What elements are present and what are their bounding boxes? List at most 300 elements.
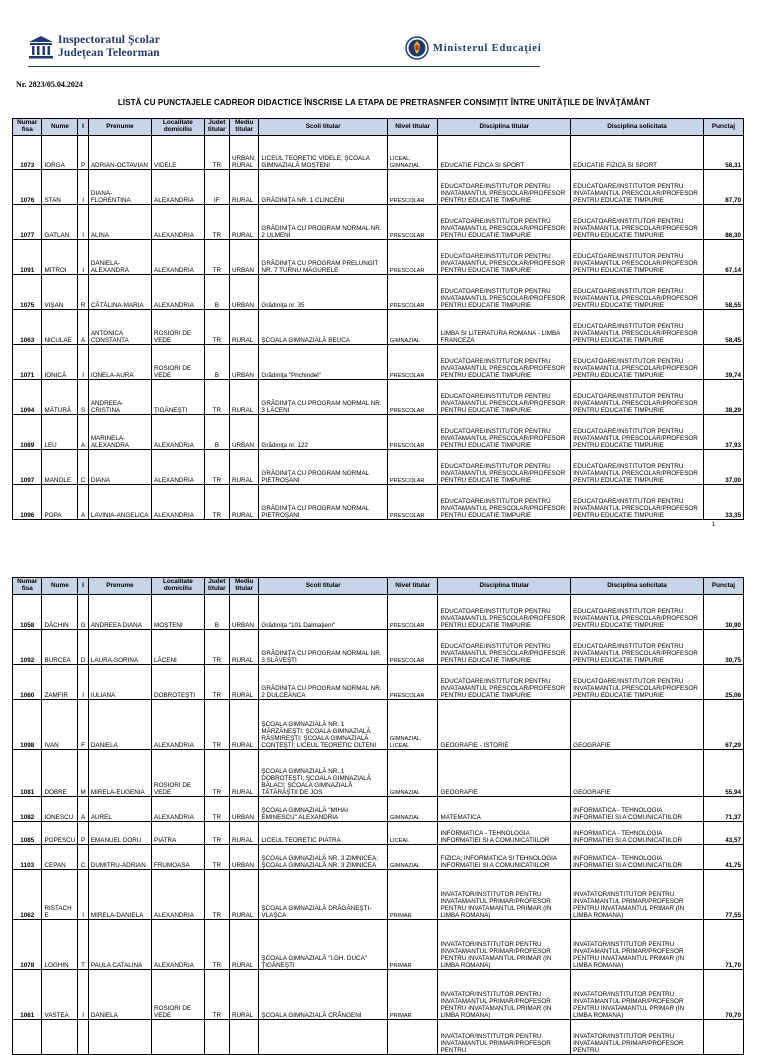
cell-punctaj: 70,70 bbox=[703, 970, 743, 1020]
cell-nivel: PRESCOLAR bbox=[387, 630, 438, 665]
cell-numar-fisa: 1092 bbox=[13, 630, 42, 665]
cell-disciplina-solicitata: INVATATOR/INSTITUTOR PENTRU INVATAMANTUL PRIMAR/PROFESOR PENTRU bbox=[571, 1020, 704, 1055]
col-disciplina-titular-header: Disciplina titular bbox=[438, 119, 571, 136]
cell-mediu bbox=[229, 1020, 258, 1055]
col-judet-header: Judet titular bbox=[204, 119, 229, 136]
cell-judet: TR bbox=[204, 665, 229, 700]
table-row bbox=[13, 1020, 744, 1055]
cell-localitate: ALEXANDRIA bbox=[152, 870, 205, 920]
table-row bbox=[13, 970, 744, 1020]
cell-disciplina-solicitata: EDUCATOARE/INSTITUTOR PENTRU INVATAMANTUL PRESCOLAR/PROFESOR PENTRU EDUCATIE TIMPURIE bbox=[571, 310, 704, 345]
cell-disciplina-solicitata: EDUCATOARE/INSTITUTOR PENTRU INVATAMANTUL PRESCOLAR/PROFESOR PENTRU EDUCATIE TIMPURIE bbox=[571, 240, 704, 275]
cell-disciplina-titular: GEOGRAFIE - ISTORIE bbox=[438, 700, 571, 750]
cell-nivel: PRESCOLAR bbox=[387, 275, 438, 310]
isj-name-line1: Inspectoratul Şcolar bbox=[58, 34, 160, 46]
cell-mediu: URBAN bbox=[229, 240, 258, 275]
cell-nivel: PRESCOLAR bbox=[387, 415, 438, 450]
cell-disciplina-solicitata: INVATATOR/INSTITUTOR PENTRU INVATAMANTUL PRIMAR/PROFESOR PENTRU INVATAMANTUL PRIMAR (IN LIMBA ROMANA) bbox=[571, 920, 704, 970]
cell-mediu: RURAL bbox=[229, 170, 258, 205]
table-row bbox=[13, 136, 744, 170]
cell-judet: TR bbox=[204, 845, 229, 870]
cell-numar-fisa: 1061 bbox=[13, 970, 42, 1020]
cell-localitate: ALEXANDRIA bbox=[152, 485, 205, 520]
cell-disciplina-titular: GEOGRAFIE bbox=[438, 750, 571, 797]
cell-prenume: DIANA-FLORENTINA bbox=[88, 170, 151, 205]
col-mediu-header: Mediu titular bbox=[229, 119, 258, 136]
cell-nume: IONICĂ bbox=[42, 345, 78, 380]
col-disciplina-titular-header: Disciplina titular bbox=[438, 578, 571, 595]
cell-punctaj: 71,70 bbox=[703, 920, 743, 970]
cell-initiala: C bbox=[78, 450, 89, 485]
table-header-row bbox=[13, 578, 744, 595]
table-row bbox=[13, 240, 744, 275]
col-numar-fisa-header: Numar fisa bbox=[13, 119, 42, 136]
col-mediu-header: Mediu titular bbox=[229, 578, 258, 595]
col-punctaj-header: Punctaj bbox=[703, 119, 743, 136]
cell-nume: POPESCU bbox=[42, 822, 78, 845]
cell-prenume: ANTONICA CONSTANTA bbox=[88, 310, 151, 345]
table-row bbox=[13, 485, 744, 520]
cell-mediu: URBAN bbox=[229, 275, 258, 310]
cell-localitate: ALEXANDRIA bbox=[152, 450, 205, 485]
cell-nivel: PRESCOLAR bbox=[387, 665, 438, 700]
cell-numar-fisa: 1103 bbox=[13, 845, 42, 870]
cell-initiala: I bbox=[78, 170, 89, 205]
cell-disciplina-titular: EDUCATOARE/INSTITUTOR PENTRU INVATAMANTUL PRESCOLAR/PROFESOR PENTRU EDUCATIE TIMPURIE bbox=[438, 630, 571, 665]
cell-nume: IORGA bbox=[42, 136, 78, 170]
cell-judet: TR bbox=[204, 380, 229, 415]
cell-mediu: RURAL bbox=[229, 450, 258, 485]
cell-mediu: RURAL bbox=[229, 485, 258, 520]
cell-nume: DĂCHIN bbox=[42, 595, 78, 630]
cell-numar-fisa: 1094 bbox=[13, 380, 42, 415]
cell-scoli: Grădiniţa nr. 35 bbox=[259, 275, 388, 310]
table-row bbox=[13, 822, 744, 845]
cell-initiala: I bbox=[78, 345, 89, 380]
cell-nume: CEPAN bbox=[42, 845, 78, 870]
cell-nume: RISTACHE bbox=[42, 870, 78, 920]
cell-disciplina-solicitata: EDUCATOARE/INSTITUTOR PENTRU INVATAMANTUL PRESCOLAR/PROFESOR PENTRU EDUCATIE TIMPURIE bbox=[571, 595, 704, 630]
cell-prenume: DANIELA-ALEXANDRA bbox=[88, 240, 151, 275]
cell-disciplina-titular: INVATATOR/INSTITUTOR PENTRU INVATAMANTUL PRIMAR/PROFESOR PENTRU bbox=[438, 1020, 571, 1055]
cell-scoli: LICEUL TEORETIC VIDELE; ŞCOALA GIMNAZIALĂ MOŞTENI bbox=[259, 136, 388, 170]
cell-disciplina-solicitata: EDUCATOARE/INSTITUTOR PENTRU INVATAMANTUL PRESCOLAR/PROFESOR PENTRU EDUCATIE TIMPURIE bbox=[571, 485, 704, 520]
cell-initiala: I bbox=[78, 240, 89, 275]
cell-nivel: PRIMAR bbox=[387, 920, 438, 970]
cell-numar-fisa: 1078 bbox=[13, 920, 42, 970]
col-nume-header: Nume bbox=[42, 578, 78, 595]
cell-prenume: DANIELA bbox=[88, 970, 151, 1020]
cell-prenume: IULIANA bbox=[88, 665, 151, 700]
cell-punctaj: 37,00 bbox=[703, 450, 743, 485]
cell-numar-fisa: 1060 bbox=[13, 665, 42, 700]
col-initiala-header: I bbox=[78, 119, 89, 136]
cell-prenume: ALINA bbox=[88, 205, 151, 240]
col-numar-fisa-header: Numar fisa bbox=[13, 578, 42, 595]
cell-localitate: ROSIORI DE VEDE bbox=[152, 970, 205, 1020]
cell-scoli: ŞCOALA GIMNAZIALĂ CRÂNGENI bbox=[259, 970, 388, 1020]
cell-prenume: MARINELA-ALEXANDRA bbox=[88, 415, 151, 450]
cell-nivel: PRIMAR bbox=[387, 870, 438, 920]
table-row bbox=[13, 750, 744, 797]
cell-initiala: I bbox=[78, 665, 89, 700]
cell-judet: TR bbox=[204, 310, 229, 345]
cell-disciplina-titular: EDUCATOARE/INSTITUTOR PENTRU INVATAMANTUL PRESCOLAR/PROFESOR PENTRU EDUCATIE TIMPURIE bbox=[438, 205, 571, 240]
cell-nivel: LICEAL; GIMNAZIAL bbox=[387, 136, 438, 170]
cell-mediu: RURAL bbox=[229, 630, 258, 665]
cell-judet: B bbox=[204, 415, 229, 450]
cell-scoli: ŞCOALA GIMNAZIALĂ NR. 3 ZIMNICEA; ŞCOALA GIMNAZIALĂ NR. 3 ZIMNICEA bbox=[259, 845, 388, 870]
col-prenume-header: Prenume bbox=[88, 119, 151, 136]
cell-numar-fisa: 1089 bbox=[13, 415, 42, 450]
cell-localitate bbox=[152, 1020, 205, 1055]
cell-judet: TR bbox=[204, 700, 229, 750]
cell-scoli: GRĂDINIŢA CU PROGRAM NORMAL NR. 2 ULMENI bbox=[259, 205, 388, 240]
cell-disciplina-titular: EDUCATOARE/INSTITUTOR PENTRU INVATAMANTUL PRESCOLAR/PROFESOR PENTRU EDUCATIE TIMPURIE bbox=[438, 380, 571, 415]
cell-prenume: LAURA-SORINA bbox=[88, 630, 151, 665]
cell-disciplina-solicitata: GEOGRAFIE bbox=[571, 750, 704, 797]
cell-punctaj: 71,37 bbox=[703, 797, 743, 822]
cell-punctaj: 67,14 bbox=[703, 240, 743, 275]
coat-of-arms-icon bbox=[405, 36, 429, 60]
cell-numar-fisa: 1077 bbox=[13, 205, 42, 240]
cell-punctaj: 87,70 bbox=[703, 170, 743, 205]
cell-nume: NICULAE bbox=[42, 310, 78, 345]
col-disciplina-solicitata-header: Disciplina solicitata bbox=[571, 578, 704, 595]
cell-prenume: ADRIAN-OCTAVIAN bbox=[88, 136, 151, 170]
cell-disciplina-solicitata: INVATATOR/INSTITUTOR PENTRU INVATAMANTUL PRIMAR/PROFESOR PENTRU INVATAMANTUL PRIMAR (IN LIMBA ROMANA) bbox=[571, 870, 704, 920]
cell-localitate: ALEXANDRIA bbox=[152, 275, 205, 310]
cell-nume: VIŞAN bbox=[42, 275, 78, 310]
table-row bbox=[13, 665, 744, 700]
cell-punctaj: 67,29 bbox=[703, 700, 743, 750]
cell-numar-fisa: 1062 bbox=[13, 870, 42, 920]
cell-judet: TR bbox=[204, 870, 229, 920]
cell-disciplina-titular: EDUCATOARE/INSTITUTOR PENTRU INVATAMANTUL PRESCOLAR/PROFESOR PENTRU EDUCATIE TIMPURIE bbox=[438, 450, 571, 485]
cell-nivel: PRESCOLAR bbox=[387, 240, 438, 275]
table-row bbox=[13, 845, 744, 870]
cell-scoli: GRĂDINIŢA CU PROGRAM NORMAL NR. 3 LĂCENI bbox=[259, 380, 388, 415]
cell-initiala: I bbox=[78, 205, 89, 240]
cell-scoli bbox=[259, 1020, 388, 1055]
cell-mediu: URBAN bbox=[229, 595, 258, 630]
cell-punctaj: 86,30 bbox=[703, 205, 743, 240]
cell-prenume: AUREL bbox=[88, 797, 151, 822]
cell-nivel bbox=[387, 1020, 438, 1055]
cell-numar-fisa: 1075 bbox=[13, 275, 42, 310]
table-row bbox=[13, 450, 744, 485]
ministry-logo bbox=[405, 36, 541, 60]
cell-disciplina-titular: INVATATOR/INSTITUTOR PENTRU INVATAMANTUL PRIMAR/PROFESOR PENTRU INVATAMANTUL PRIMAR (IN LIMBA ROMANA) bbox=[438, 970, 571, 1020]
cell-numar-fisa: 1098 bbox=[13, 700, 42, 750]
cell-localitate: ALEXANDRIA bbox=[152, 415, 205, 450]
cell-numar-fisa: 1071 bbox=[13, 345, 42, 380]
cell-punctaj: 58,55 bbox=[703, 275, 743, 310]
table-row bbox=[13, 920, 744, 970]
cell-localitate: ROSIORI DE VEDE bbox=[152, 750, 205, 797]
cell-localitate: ROSIORI DE VEDE bbox=[152, 310, 205, 345]
cell-prenume: PAULA CATALINA bbox=[88, 920, 151, 970]
cell-localitate: VIDELE bbox=[152, 136, 205, 170]
table-row bbox=[13, 630, 744, 665]
cell-prenume: EMANUEL DORU bbox=[88, 822, 151, 845]
cell-judet: TR bbox=[204, 205, 229, 240]
cell-localitate: LĂCENI bbox=[152, 630, 205, 665]
cell-disciplina-solicitata: EDUCATOARE/INSTITUTOR PENTRU INVATAMANTUL PRESCOLAR/PROFESOR PENTRU EDUCATIE TIMPURIE bbox=[571, 450, 704, 485]
cell-nume: ZAMFIR bbox=[42, 665, 78, 700]
cell-mediu: URBAN bbox=[229, 845, 258, 870]
cell-punctaj: 55,94 bbox=[703, 750, 743, 797]
cell-disciplina-solicitata: INFORMATICA - TEHNOLOGIA INFORMATIEI SI A COMUNICATIILOR bbox=[571, 797, 704, 822]
cell-disciplina-titular: FIZICA; INFORMATICA SI TEHNOLOGIA INFORMATIEI SI A COMUNICATIILOR bbox=[438, 845, 571, 870]
document-header bbox=[0, 0, 768, 72]
cell-punctaj: 58,45 bbox=[703, 310, 743, 345]
cell-scoli: LICEUL TEORETIC PIATRA bbox=[259, 822, 388, 845]
cell-nivel: GIMNAZIAL bbox=[387, 797, 438, 822]
cell-numar-fisa: 1082 bbox=[13, 797, 42, 822]
table-row bbox=[13, 170, 744, 205]
cell-prenume: MIRELA-EUGENIA bbox=[88, 750, 151, 797]
cell-judet: TR bbox=[204, 920, 229, 970]
table-row bbox=[13, 595, 744, 630]
cell-localitate: ALEXANDRIA bbox=[152, 797, 205, 822]
cell-punctaj: 43,57 bbox=[703, 822, 743, 845]
cell-numar-fisa: 1063 bbox=[13, 310, 42, 345]
col-punctaj-header: Punctaj bbox=[703, 578, 743, 595]
cell-nume: DOBRE bbox=[42, 750, 78, 797]
cell-punctaj: 39,74 bbox=[703, 345, 743, 380]
cell-localitate: ALEXANDRIA bbox=[152, 700, 205, 750]
cell-judet: TR bbox=[204, 485, 229, 520]
cell-disciplina-titular: MATEMATICA bbox=[438, 797, 571, 822]
cell-numar-fisa bbox=[13, 1020, 42, 1055]
cell-initiala: D bbox=[78, 630, 89, 665]
col-prenume-header: Prenume bbox=[88, 578, 151, 595]
cell-initiala: S bbox=[78, 380, 89, 415]
col-nivel-header: Nivel titular bbox=[387, 578, 438, 595]
cell-scoli: GRĂDINIŢA NR. 1 CLINCENI bbox=[259, 170, 388, 205]
cell-localitate: MOŞTENI bbox=[152, 595, 205, 630]
cell-nivel: PRESCOLAR bbox=[387, 380, 438, 415]
cell-scoli: ŞCOALA GIMNAZIALĂ "MIHAI EMINESCU" ALEXANDRIA bbox=[259, 797, 388, 822]
cell-prenume: MIRELA-DANIELA bbox=[88, 870, 151, 920]
cell-mediu: RURAL bbox=[229, 870, 258, 920]
cell-numar-fisa: 1091 bbox=[13, 240, 42, 275]
cell-nume: GATLAN bbox=[42, 205, 78, 240]
cell-prenume: ANDREEA-CRISTINA bbox=[88, 380, 151, 415]
ministry-name: Ministerul Educaţiei bbox=[433, 42, 542, 54]
cell-scoli: ŞCOALA GIMNAZIALĂ NR. 1 MĂRZĂNEŞTI; ŞCOALA GIMNAZIALĂ RĂSMIREŞTI; ŞCOALA GIMNAZIALĂ CONŢEŞTI; LICEUL TEORETIC OLTENI bbox=[259, 700, 388, 750]
cell-prenume: DANIELA bbox=[88, 700, 151, 750]
header-divider bbox=[28, 66, 540, 67]
cell-disciplina-titular: EDUCATOARE/INSTITUTOR PENTRU INVATAMANTUL PRESCOLAR/PROFESOR PENTRU EDUCATIE TIMPURIE bbox=[438, 665, 571, 700]
cell-mediu: RURAL bbox=[229, 205, 258, 240]
cell-initiala: G bbox=[78, 595, 89, 630]
cell-localitate: ALEXANDRIA bbox=[152, 920, 205, 970]
cell-disciplina-titular: INVATATOR/INSTITUTOR PENTRU INVATAMANTUL PRIMAR/PROFESOR PENTRU INVATAMANTUL PRIMAR (IN LIMBA ROMANA) bbox=[438, 920, 571, 970]
cell-judet: TR bbox=[204, 450, 229, 485]
cell-nume: VASTEA bbox=[42, 970, 78, 1020]
cell-judet: IF bbox=[204, 170, 229, 205]
cell-prenume: DUMITRU-ADRIAN bbox=[88, 845, 151, 870]
col-initiala-header: I bbox=[78, 578, 89, 595]
cell-disciplina-solicitata: EDUCATOARE/INSTITUTOR PENTRU INVATAMANTUL PRESCOLAR/PROFESOR PENTRU EDUCATIE TIMPURIE bbox=[571, 170, 704, 205]
cell-initiala bbox=[78, 1020, 89, 1055]
scores-table-page2 bbox=[12, 577, 744, 1055]
cell-scoli: Grădiniţa "101 Dalmaţieni" bbox=[259, 595, 388, 630]
cell-nume: MANOLE bbox=[42, 450, 78, 485]
cell-disciplina-titular: EDUCATOARE/INSTITUTOR PENTRU INVATAMANTUL PRESCOLAR/PROFESOR PENTRU EDUCATIE TIMPURIE bbox=[438, 415, 571, 450]
cell-mediu: RURAL bbox=[229, 310, 258, 345]
cell-disciplina-titular: EDUCATOARE/INSTITUTOR PENTRU INVATAMANTUL PRESCOLAR/PROFESOR PENTRU EDUCATIE TIMPURIE bbox=[438, 275, 571, 310]
cell-initiala: P bbox=[78, 822, 89, 845]
cell-numar-fisa: 1076 bbox=[13, 170, 42, 205]
cell-initiala: A bbox=[78, 415, 89, 450]
table-row bbox=[13, 310, 744, 345]
cell-mediu: RURAL bbox=[229, 970, 258, 1020]
cell-initiala: A bbox=[78, 797, 89, 822]
isj-name-line2: Judeţean Teleorman bbox=[58, 46, 160, 59]
cell-numar-fisa: 1081 bbox=[13, 750, 42, 797]
cell-judet: TR bbox=[204, 797, 229, 822]
cell-prenume: LAVINIA-ANGELICA bbox=[88, 485, 151, 520]
col-disciplina-solicitata-header: Disciplina solicitata bbox=[571, 119, 704, 136]
cell-nume: MITROI bbox=[42, 240, 78, 275]
col-localitate-header: Localitate domiciliu bbox=[152, 119, 205, 136]
table-row bbox=[13, 870, 744, 920]
cell-localitate: ALEXANDRIA bbox=[152, 205, 205, 240]
cell-localitate: ALEXANDRIA bbox=[152, 170, 205, 205]
cell-nivel: PRESCOLAR bbox=[387, 345, 438, 380]
document-title: LISTĂ CU PUNCTAJELE CADREOR DIDACTICE ÎNSCRISE LA ETAPA DE PRETRASNFER CONSIMŢIT ÎNTRE UNITĂŢILE DE ÎNVĂŢĂMÂNT bbox=[117, 98, 651, 107]
table-row bbox=[13, 415, 744, 450]
table-row bbox=[13, 345, 744, 380]
cell-disciplina-solicitata: EDUCATOARE/INSTITUTOR PENTRU INVATAMANTUL PRESCOLAR/PROFESOR PENTRU EDUCATIE TIMPURIE bbox=[571, 415, 704, 450]
cell-disciplina-titular: INVATATOR/INSTITUTOR PENTRU INVATAMANTUL PRIMAR/PROFESOR PENTRU INVATAMANTUL PRIMAR (IN LIMBA ROMANA) bbox=[438, 870, 571, 920]
cell-nivel: GIMNAZIAL bbox=[387, 845, 438, 870]
cell-disciplina-solicitata: EDUCATOARE/INSTITUTOR PENTRU INVATAMANTUL PRESCOLAR/PROFESOR PENTRU EDUCATIE TIMPURIE bbox=[571, 205, 704, 240]
cell-disciplina-solicitata: INVATATOR/INSTITUTOR PENTRU INVATAMANTUL PRIMAR/PROFESOR PENTRU INVATAMANTUL PRIMAR (IN LIMBA ROMANA) bbox=[571, 970, 704, 1020]
cell-nivel: LICEAL bbox=[387, 822, 438, 845]
cell-disciplina-titular: EDUCATOARE/INSTITUTOR PENTRU INVATAMANTUL PRESCOLAR/PROFESOR PENTRU EDUCATIE TIMPURIE bbox=[438, 485, 571, 520]
cell-nume: STAN bbox=[42, 170, 78, 205]
cell-initiala: T bbox=[78, 920, 89, 970]
cell-mediu: RURAL bbox=[229, 822, 258, 845]
cell-prenume: DIANA bbox=[88, 450, 151, 485]
table-row bbox=[13, 275, 744, 310]
cell-nivel: GIMNAZIAL bbox=[387, 310, 438, 345]
cell-initiala: A bbox=[78, 310, 89, 345]
table-row bbox=[13, 797, 744, 822]
cell-numar-fisa: 1058 bbox=[13, 595, 42, 630]
cell-mediu: RURAL bbox=[229, 700, 258, 750]
cell-disciplina-solicitata: EDUCATOARE/INSTITUTOR PENTRU INVATAMANTUL PRESCOLAR/PROFESOR PENTRU EDUCATIE TIMPURIE bbox=[571, 630, 704, 665]
cell-punctaj: 58,31 bbox=[703, 136, 743, 170]
cell-nume: MĂTURĂ bbox=[42, 380, 78, 415]
cell-disciplina-titular: EDUCATIE FIZICA SI SPORT bbox=[438, 136, 571, 170]
cell-mediu: RURAL bbox=[229, 665, 258, 700]
col-scoli-header: Scoli titular bbox=[259, 578, 388, 595]
cell-scoli: GRĂDINIŢA CU PROGRAM NORMAL NR. 2 DULCEANCA bbox=[259, 665, 388, 700]
col-scoli-header: Scoli titular bbox=[259, 119, 388, 136]
cell-disciplina-solicitata: EDUCATIE FIZICA SI SPORT bbox=[571, 136, 704, 170]
cell-prenume: CĂTĂLINA-MARIA bbox=[88, 275, 151, 310]
cell-localitate: ALEXANDRIA bbox=[152, 240, 205, 275]
table-row bbox=[13, 380, 744, 415]
cell-scoli: GRĂDINIŢA CU PROGRAM PRELUNGIT NR. 7 TURNU MĂGURELE bbox=[259, 240, 388, 275]
cell-punctaj: 41,75 bbox=[703, 845, 743, 870]
cell-nume: LOGHIN bbox=[42, 920, 78, 970]
cell-punctaj: 30,75 bbox=[703, 630, 743, 665]
cell-judet: B bbox=[204, 345, 229, 380]
cell-punctaj bbox=[703, 1020, 743, 1055]
cell-numar-fisa: 1097 bbox=[13, 450, 42, 485]
cell-judet bbox=[204, 1020, 229, 1055]
cell-scoli: Grădiniţa "Prichindel" bbox=[259, 345, 388, 380]
cell-mediu: URBAN bbox=[229, 415, 258, 450]
cell-disciplina-solicitata: GEOGRAFIE bbox=[571, 700, 704, 750]
cell-nivel: GIMNAZIAL bbox=[387, 750, 438, 797]
cell-scoli: GRĂDINIŢA CU PROGRAM NORMAL NR. 3 SLĂVEŞTI bbox=[259, 630, 388, 665]
col-localitate-header: Localitate domiciliu bbox=[152, 578, 205, 595]
cell-numar-fisa: 1096 bbox=[13, 485, 42, 520]
cell-disciplina-titular: EDUCATOARE/INSTITUTOR PENTRU INVATAMANTUL PRESCOLAR/PROFESOR PENTRU EDUCATIE TIMPURIE bbox=[438, 595, 571, 630]
cell-initiala: F bbox=[78, 700, 89, 750]
cell-disciplina-solicitata: INFORMATICA - TEHNOLOGIA INFORMATIEI SI A COMUNICATIILOR bbox=[571, 822, 704, 845]
scores-table-page1 bbox=[12, 118, 744, 520]
table-row bbox=[13, 205, 744, 240]
cell-initiala: I bbox=[78, 970, 89, 1020]
cell-judet: TR bbox=[204, 240, 229, 275]
cell-nume: IVAN bbox=[42, 700, 78, 750]
cell-initiala: P bbox=[78, 136, 89, 170]
cell-punctaj: 25,06 bbox=[703, 665, 743, 700]
cell-scoli: ŞCOALA GIMNAZIALĂ DRĂGĂNEŞTI-VLAŞCA bbox=[259, 870, 388, 920]
table-header-row bbox=[13, 119, 744, 136]
cell-scoli: Grădiniţa nr. 122 bbox=[259, 415, 388, 450]
cell-nivel: PRESCOLAR bbox=[387, 485, 438, 520]
cell-scoli: GRĂDINIŢA CU PROGRAM NORMAL PIETROŞANI bbox=[259, 450, 388, 485]
cell-localitate: DOBROTEŞTI bbox=[152, 665, 205, 700]
cell-localitate: PIATRA bbox=[152, 822, 205, 845]
cell-localitate: ŢIGĂNEŞTI bbox=[152, 380, 205, 415]
cell-mediu: RURAL bbox=[229, 380, 258, 415]
cell-scoli: ŞCOALA GIMNAZIALĂ NR. 1 DOBROTEŞTI; ŞCOALA GIMNAZIALĂ BĂLACI; ŞCOALA GIMNAZIALĂ TĂTĂRĂŞTII DE JOS bbox=[259, 750, 388, 797]
cell-prenume bbox=[88, 1020, 151, 1055]
cell-nume: LEU bbox=[42, 415, 78, 450]
col-nivel-header: Nivel titular bbox=[387, 119, 438, 136]
cell-nivel: PRESCOLAR bbox=[387, 170, 438, 205]
cell-numar-fisa: 1085 bbox=[13, 822, 42, 845]
cell-initiala: R bbox=[78, 275, 89, 310]
cell-mediu: RURAL bbox=[229, 750, 258, 797]
cell-localitate: ROSIORI DE VEDE bbox=[152, 345, 205, 380]
cell-disciplina-titular: EDUCATOARE/INSTITUTOR PENTRU INVATAMANTUL PRESCOLAR/PROFESOR PENTRU EDUCATIE TIMPURIE bbox=[438, 240, 571, 275]
page-number: 1 bbox=[712, 522, 716, 528]
cell-disciplina-titular: EDUCATOARE/INSTITUTOR PENTRU INVATAMANTUL PRESCOLAR/PROFESOR PENTRU EDUCATIE TIMPURIE bbox=[438, 170, 571, 205]
cell-judet: TR bbox=[204, 822, 229, 845]
cell-scoli: ŞCOALA GIMNAZIALĂ "I.GH. DUCA" ŢIGĂNEŞTI bbox=[259, 920, 388, 970]
cell-nivel: PRIMAR bbox=[387, 970, 438, 1020]
cell-nivel: PRESCOLAR bbox=[387, 595, 438, 630]
cell-disciplina-solicitata: INFORMATICA - TEHNOLOGIA INFORMATIEI SI A COMUNICATIILOR bbox=[571, 845, 704, 870]
cell-punctaj: 38,29 bbox=[703, 380, 743, 415]
table-row bbox=[13, 700, 744, 750]
cell-nume: BURCEA bbox=[42, 630, 78, 665]
cell-disciplina-titular: EDUCATOARE/INSTITUTOR PENTRU INVATAMANTUL PRESCOLAR/PROFESOR PENTRU EDUCATIE TIMPURIE bbox=[438, 345, 571, 380]
cell-nivel: PRESCOLAR bbox=[387, 205, 438, 240]
cell-judet: TR bbox=[204, 750, 229, 797]
